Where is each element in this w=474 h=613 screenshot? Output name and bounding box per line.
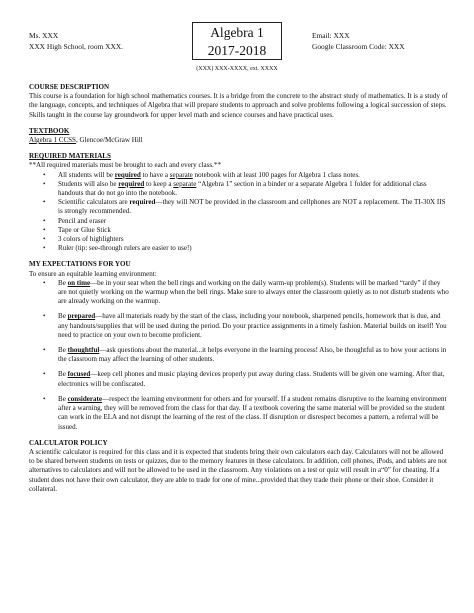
school-room: XXX High School, room XXX.: [29, 42, 124, 51]
calculator-policy-text: A scientific calculator is required for this class and it is expected that students bring their own calculators each day. Calculators will not be allowed to be shared between students on tests or quizzes, due to the memory features in these calculators. In addition, cell phones, iPods, and tablets are not alternatives to calculators and will not be allowed to be used in the classroom. Any violations on a test or quiz will result in a“0” for cheating. If a student does not have their own calculator, they are able to trade for one of mine...provided that they trade their phone or their shoe. Consider it collateral.: [29, 447, 447, 493]
bullet-icon: •: [43, 244, 46, 253]
course-title-box: [192, 22, 282, 60]
materials-list: [29, 171, 449, 254]
course-description-text: This course is a foundation for high school mathematics courses. It is a bridge from the concrete to the abstract study of mathematics. It is a study of the language, concepts, and techniques of Algebra that will prepare students to approach and solve problems following a logical succession of steps. Skills taught in the course lay groundwork for upper level math and science courses and have practical uses.: [29, 92, 448, 119]
list-item: • 3 colors of highlighters: [43, 235, 124, 244]
list-item: • Pencil and eraser: [43, 216, 107, 225]
bullet-icon: •: [43, 216, 46, 225]
bullet-icon: •: [43, 278, 46, 287]
school-year: 2017-2018: [207, 42, 267, 58]
textbook-line: [29, 136, 449, 145]
classroom-code: Google Classroom Code: XXX: [312, 42, 405, 51]
bullet-icon: •: [43, 198, 46, 207]
phone-number: (XXX) XXX-XXXX, ext. XXXX: [196, 66, 278, 72]
teacher-info: [29, 30, 123, 52]
list-item: • Scientific calculators are required—they will NOT be provided in the classroom and cellphones are NOT a replacement. The TI-30X IIS is strongly recommended.: [43, 198, 446, 216]
bullet-icon: •: [43, 225, 46, 234]
list-item: • Ruler (tip: see-through rulers are easier to use!): [43, 244, 192, 253]
email: Email: XXX: [312, 31, 350, 40]
bullet-icon: •: [43, 312, 46, 321]
expectations-heading: MY EXPECTATIONS FOR YOU: [29, 260, 131, 269]
bullet-icon: •: [43, 170, 46, 179]
textbook-title[interactable]: Algebra 1 CCSS: [29, 136, 76, 145]
bullet-icon: •: [43, 179, 46, 188]
materials-note: **All required materials must be brought to each and every class.**: [29, 161, 221, 170]
course-title: Algebra 1: [210, 25, 264, 40]
list-item: • Tape or Glue Stick: [43, 225, 111, 234]
contact-info: [312, 30, 405, 52]
list-item: • Be on time—be in your seat when the bell rings and working on the daily warm-up problem(s). Students will be marked “tardy” if they are not quietly working on the warmup when the bell rings. Make sure to always enter the classroom quietly as to not disturb students who are already working on the warmup.: [43, 278, 449, 306]
list-item: • Be focused—keep cell phones and music playing devices properly put away during class. Students will be given one warning. After that, electronics will be confiscated.: [43, 370, 445, 388]
list-item: • Be thoughtful—ask questions about the material...it helps everyone in the learning process! Also, be thoughtful as to how your actions in the classroom may affect the learning of other students.: [43, 346, 447, 364]
bullet-icon: •: [43, 370, 46, 379]
required-materials-heading: REQUIRED MATERIALS: [29, 152, 111, 161]
syllabus-body: [29, 83, 449, 494]
expectations-list: [29, 279, 449, 432]
bullet-icon: •: [43, 235, 46, 244]
textbook-heading: TEXTBOOK: [29, 126, 70, 135]
bullet-icon: •: [43, 346, 46, 355]
list-item: • Be considerate—respect the learning environment for others and for yourself. If a student remains disruptive to the learning environment after a warning, they will be removed from the class for that day. If a textbook covering the same material will be provided so the student can work in the ELA and not disrupt the learning of the rest of the class. If disruption or disrespect becomes a pattern, a referral will be issued.: [43, 394, 447, 431]
bullet-icon: •: [43, 394, 46, 403]
calculator-policy-heading: CALCULATOR POLICY: [29, 438, 108, 447]
textbook-publisher: , Glencoe/McGraw Hill: [75, 136, 143, 145]
course-description-heading: COURSE DESCRIPTION: [29, 83, 110, 91]
list-item: • Students will also be required to keep a separate “Algebra 1” section in a binder or a separate Algebra 1 folder for additional class handouts that do not go into the notebook.: [43, 179, 427, 198]
list-item: • Be prepared—have all materials ready by the start of the class, including your notebook, sharpened pencils, homework that is due, and any handouts/supplies that will be used during the period. Do your practice assignments in a timely fashion. Material builds on itself! You need to practice on your own to become proficient.: [43, 312, 447, 339]
expectations-intro: To ensure an equitable learning environment:: [29, 269, 157, 278]
list-item: • All students will be required to have a separate notebook with at least 100 pages for Algebra 1 class notes.: [43, 170, 360, 179]
teacher-name: Ms. XXX: [29, 31, 59, 40]
